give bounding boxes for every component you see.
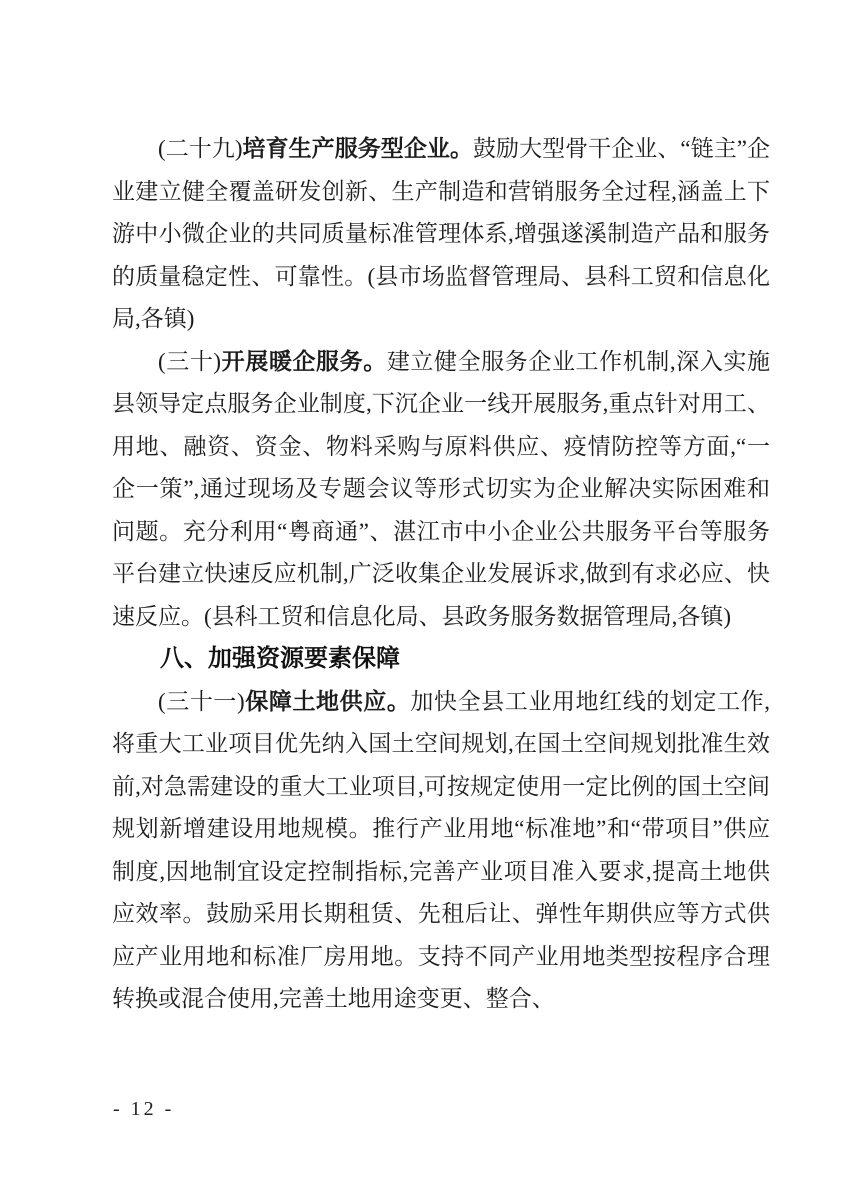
paragraph-29-number: (二十九) <box>158 136 243 161</box>
section-heading: 八、加强资源要素保障 <box>160 645 400 672</box>
paragraph-29-title: 培育生产服务型企业。 <box>242 136 473 161</box>
paragraph-30 <box>112 341 770 639</box>
paragraph-29 <box>112 128 770 341</box>
text-block <box>112 128 770 1021</box>
paragraph-30-text: 建立健全服务企业工作机制,深入实施县领导定点服务企业制度,下沉企业一线开展服务,重点针对用工、用地、融资、资金、物料采购与原料供应、疫情防控等方面,“一企一策”,通过现场及专题会议等形式切实为企业解决实际困难和问题。充分利用“粤商通”、湛江市中小企业公共服务平台等服务平台建立快速反应机制,广泛收集企业发展诉求,做到有求必应、快速反应。(县科工贸和信息化局、县政务服务数据管理局,各镇) <box>112 348 770 629</box>
paragraph-31 <box>112 681 770 1021</box>
paragraph-30-title: 开展暖企服务。 <box>221 348 387 374</box>
paragraph-31-title: 保障土地供应。 <box>244 688 411 714</box>
paragraph-30-number: (三十) <box>158 348 222 374</box>
paragraph-31-text: 加快全县工业用地红线的划定工作,将重大工业项目优先纳入国土空间规划,在国土空间规划批准生效前,对急需建设的重大工业项目,可按规定使用一定比例的国土空间规划新增建设用地规模。推行产业用地“标准地”和“带项目”供应制度,因地制宜设定控制指标,完善产业项目准入要求,提高土地供应效率。鼓励采用长期租赁、先租后让、弹性年期供应等方式供应产业用地和标准厂房用地。支持不同产业用地类型按程序合理转换或混合使用,完善土地用途变更、整合、 <box>112 688 771 1011</box>
page-number: - 12 - <box>113 1098 175 1120</box>
paragraph-29-text: 鼓励大型骨干企业、“链主”企业建立健全覆盖研发创新、生产制造和营销服务全过程,涵盖上下游中小微企业的共同质量标准管理体系,增强遂溪制造产品和服务的质量稳定性、可靠性。(县市场监督管理局、县科工贸和信息化局,各镇) <box>112 136 770 331</box>
paragraph-31-number: (三十一) <box>158 688 245 714</box>
